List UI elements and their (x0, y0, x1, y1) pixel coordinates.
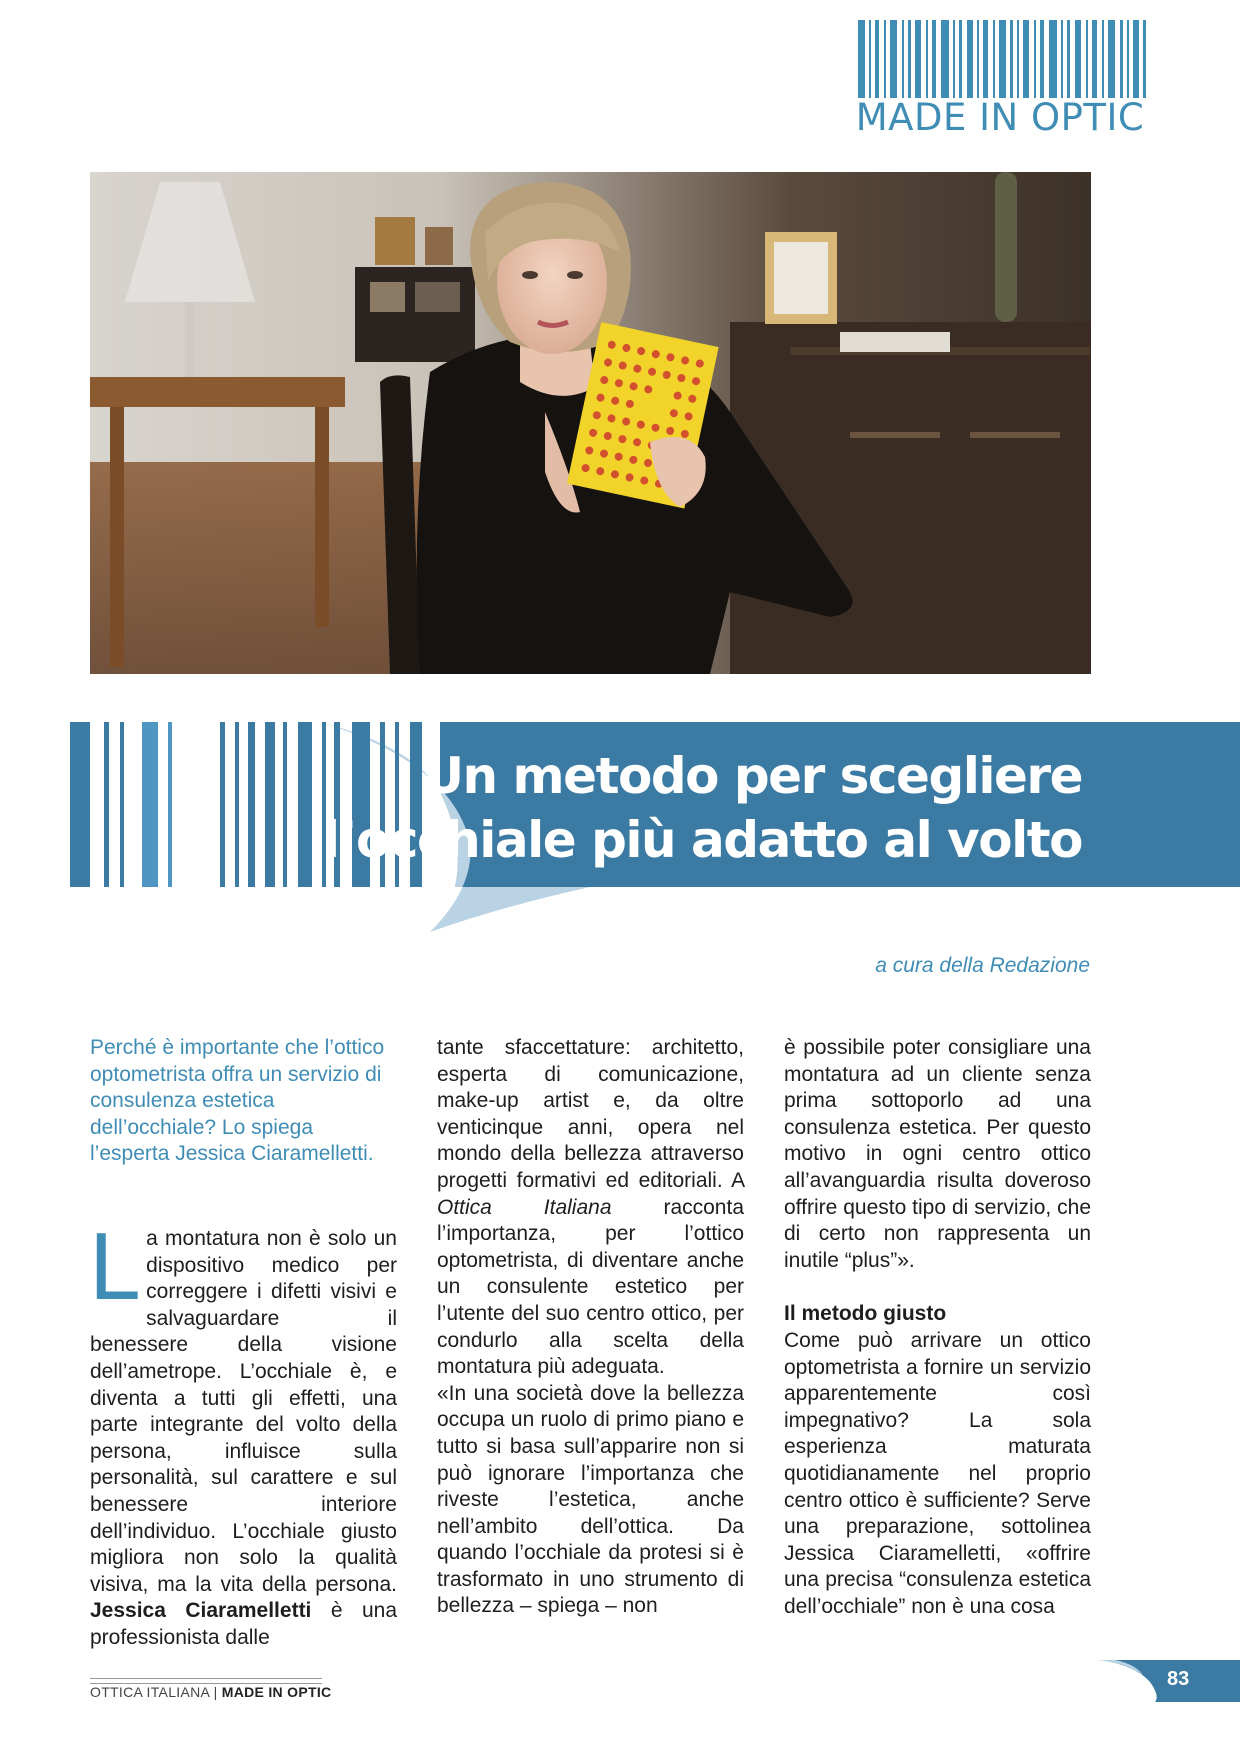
barcode-logo-icon (858, 20, 1146, 98)
portrait-photo (90, 172, 1091, 674)
byline: a cura della Redazione (875, 954, 1090, 977)
title-band (70, 722, 1240, 932)
person-name: Jessica Ciaramelletti (90, 1599, 312, 1623)
body-paragraph-4: Come può arrivare un ottico optometrista a fornire un servizio apparentemente così impegnativo? La sola esperienza maturata quotidianamente nel proprio centro ottico è sufficiente? Serve una preparazione, sottolinea Jessica Ciaramelletti, «offrire una precisa “consulenza estetica dell’occhiale” non è una cosa (784, 1328, 1091, 1618)
body-paragraph-3: è possibile poter consigliare una montatura ad un cliente senza prima sottoporlo ad una consulenza estetica. Per questo motivo in ogni centro ottico all’avanguardia risulta doveroso offrire questo tipo di servizio, che di certo non rappresenta un inutile “plus”». (784, 1036, 1091, 1272)
footer-separator: | (213, 1684, 218, 1700)
magazine-name: Ottica Italiana (437, 1195, 612, 1219)
page-number: 83 (1167, 1668, 1190, 1690)
subheading: Il metodo giusto (784, 1302, 947, 1326)
page-tab (1095, 1660, 1240, 1702)
body-paragraph-1: La montatura non è solo un dispositivo medico per correggere i difetti visivi e salvaguardare il benessere della visione dell’ametrope. L’occhiale è, e diventa a tutti gli effetti, una parte integrante del volto della persona, influisce sulla personalità, sul carattere e sul benessere interiore dell’individuo. L’occhiale giusto migliora non solo la qualità visiva, ma la vita della persona. Jessica Ciaramelletti è una professionista dalle (88, 1215, 397, 1649)
column-1 (90, 1035, 397, 1651)
body-paragraph-2: tante sfaccettature: architetto, esperta di comunicazione, make-up artist e, da oltre venticinque anni, opera nel mondo della bellezza attraverso progetti formativi ed editoriali. A Ottica Italiana racconta l’importanza, per l’ottico optometrista, di diventare anche un consulente estetico per l’utente del suo centro ottico, per condurlo alla scelta della montatura più adeguata. (437, 1036, 744, 1379)
column-2 (437, 1035, 744, 1620)
headline-line-2: l’occhiale più adatto al volto (322, 811, 1082, 869)
drop-cap: L (88, 1215, 139, 1321)
headline-line-1: Un metodo per scegliere (423, 747, 1082, 805)
body-paragraph-quote: «In una società dove la bellezza occupa un ruolo di primo piano e tutto si basa sull’apparire non si può ignorare l’importanza che riveste l’estetica, anche nell’ambito dell’ottica. Da quando l’occhiale da protesi si è trasformato in uno strumento di bellezza – spiega – non (437, 1381, 744, 1618)
brand-title: MADE IN OPTIC (855, 96, 1145, 139)
footer-section: MADE IN OPTIC (221, 1684, 332, 1700)
article-lead: Perché è importante che l’ottico optometrista offra un servizio di consulenza estetica dell’occhiale? Lo spiega l’esperta Jessica Ciaramelletti. (90, 1036, 385, 1166)
footer-magazine: OTTICA ITALIANA (90, 1684, 210, 1700)
masthead (850, 20, 1150, 140)
column-3 (784, 1035, 1091, 1620)
article-headline (323, 744, 1082, 872)
footer-running-head (90, 1684, 331, 1700)
